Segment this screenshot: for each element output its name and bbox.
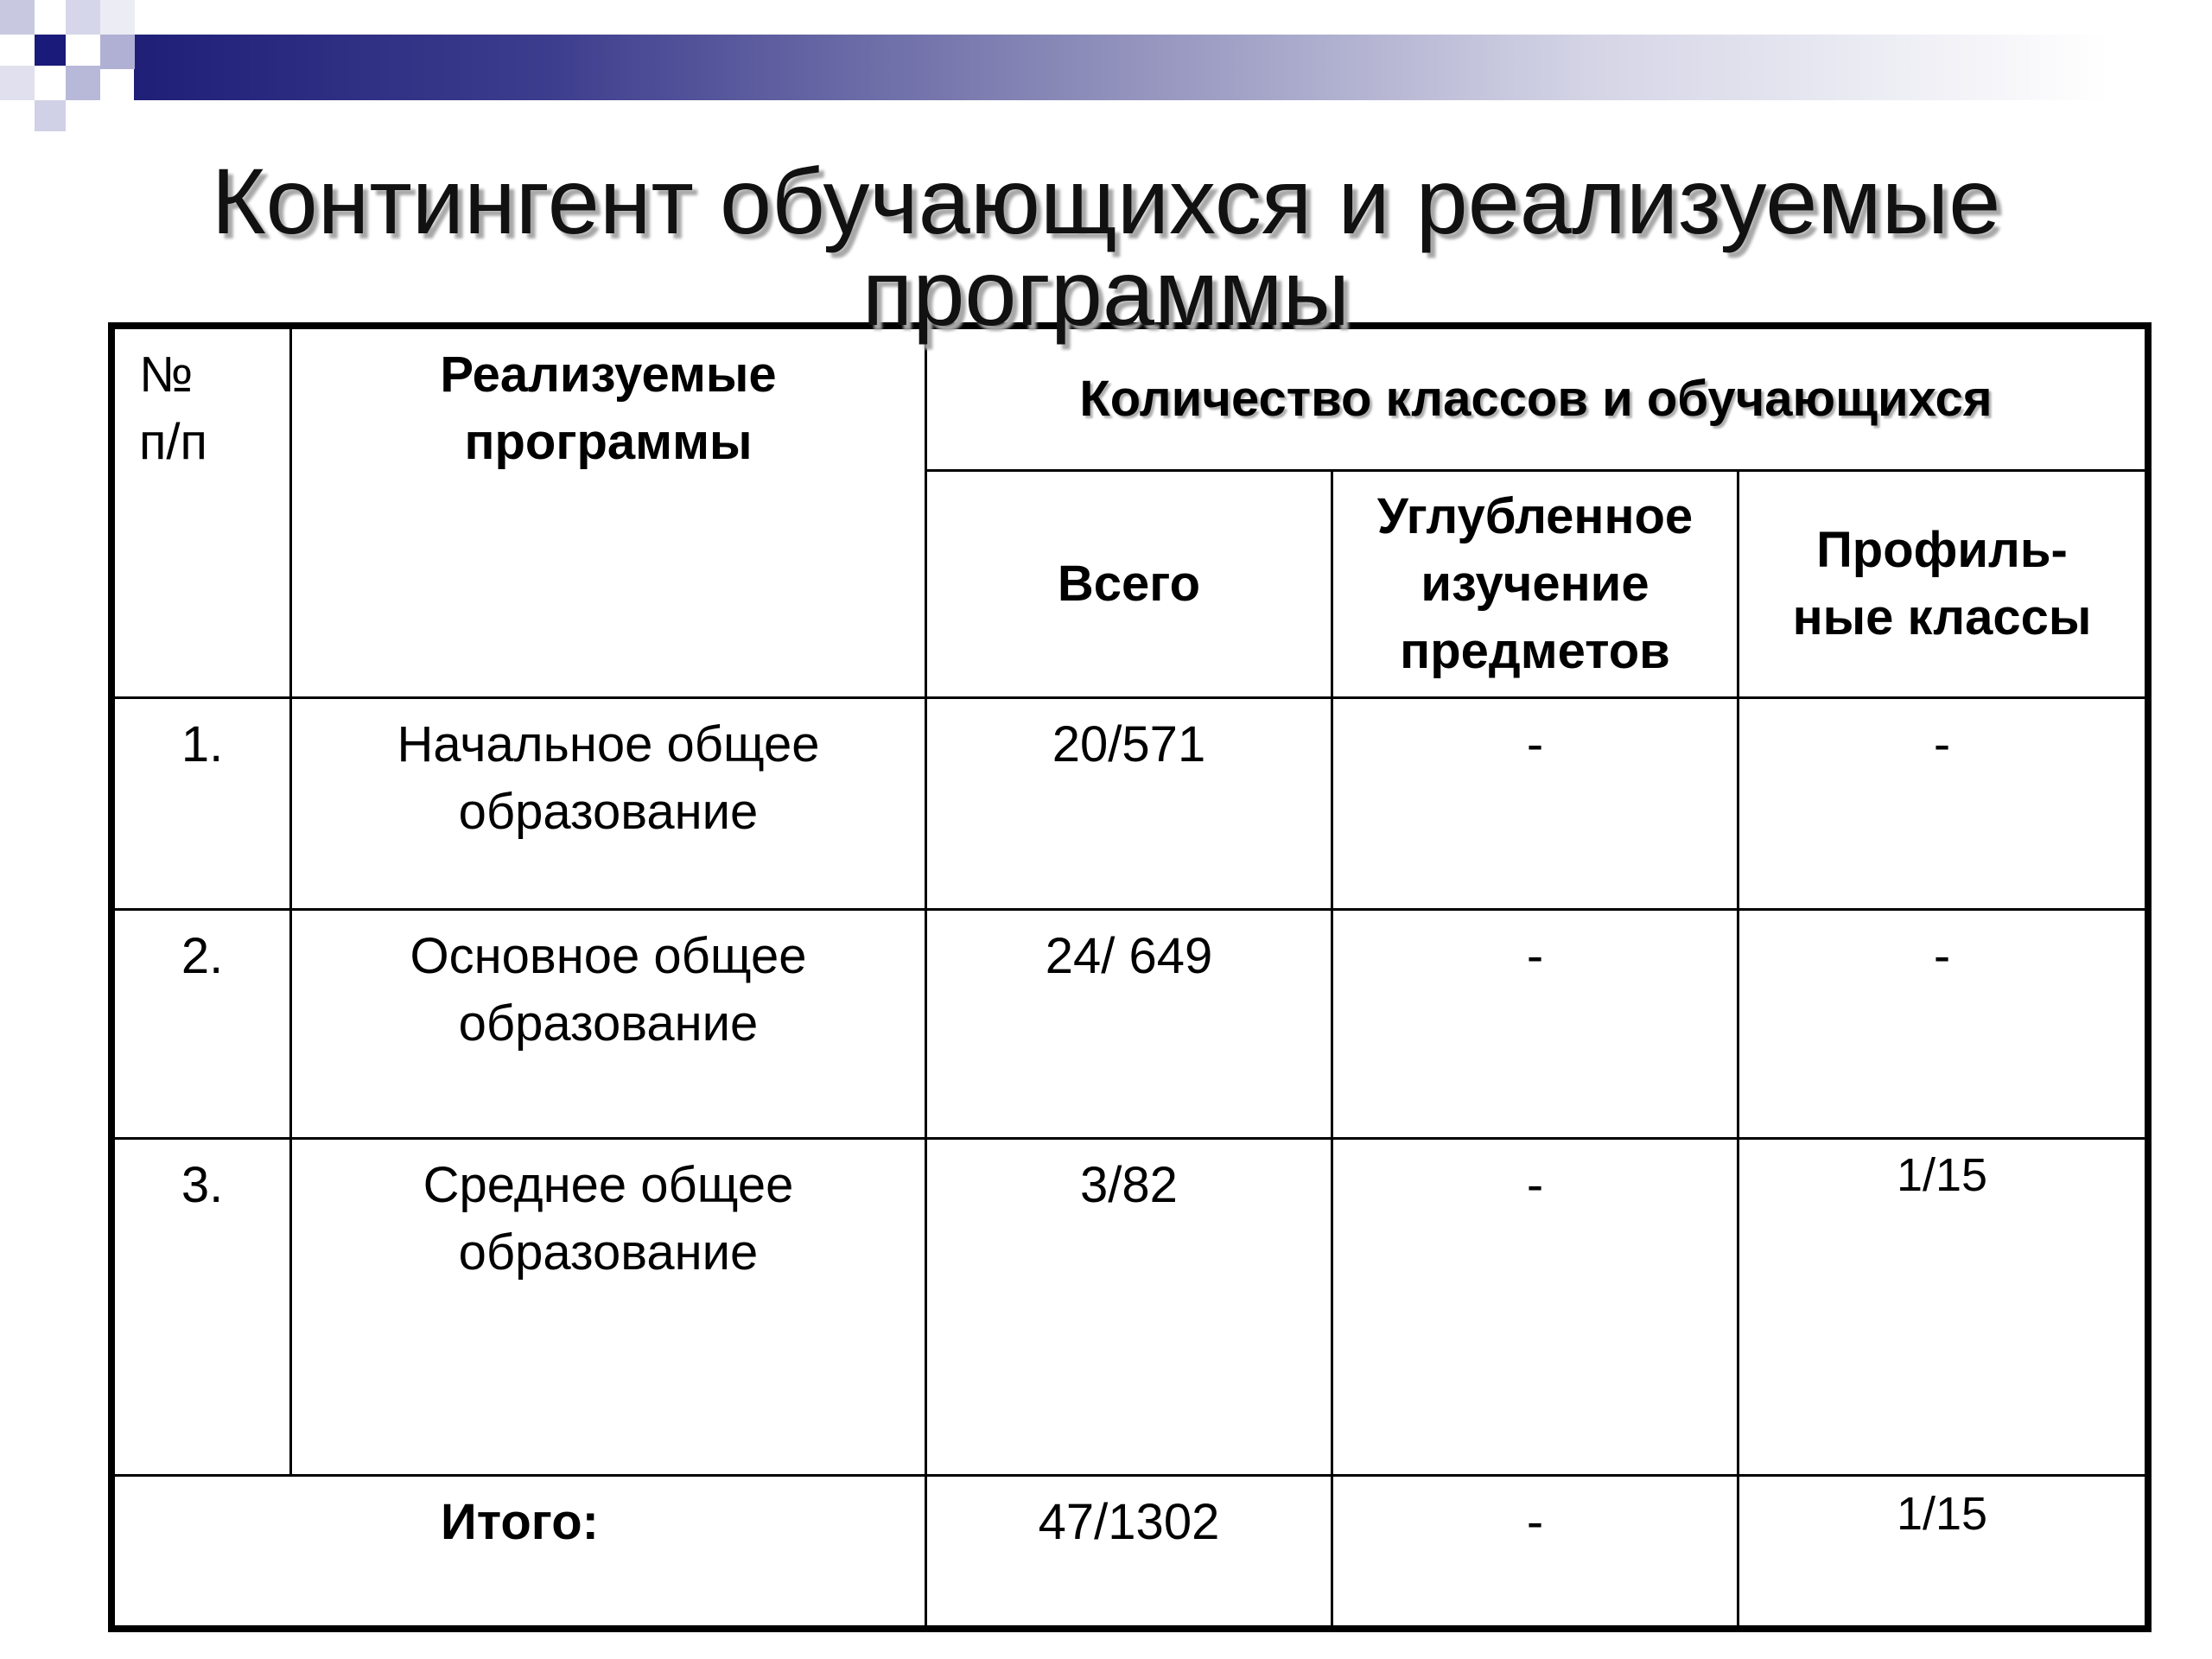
header-advanced-cell xyxy=(1332,471,1738,698)
header-advanced-line-3: предметов xyxy=(1400,623,1670,679)
table-row xyxy=(114,1139,2146,1476)
row-program-line-2: образование xyxy=(458,995,759,1052)
row-advanced-cell: - xyxy=(1332,910,1738,1139)
row-advanced-cell: - xyxy=(1332,698,1738,910)
summary-advanced-cell: - xyxy=(1332,1476,1738,1627)
row-num-cell: 2. xyxy=(114,910,291,1139)
header-profile-line-2: ные классы xyxy=(1792,589,2092,645)
row-program-cell xyxy=(291,698,926,910)
header-gradient-bar xyxy=(134,35,2212,100)
header-num-line-2: п/п xyxy=(139,414,207,470)
header-num-line-1: № xyxy=(139,346,194,403)
corner-square-decoration xyxy=(66,66,100,100)
slide-title xyxy=(0,149,2212,345)
header-profile-line-1: Профиль- xyxy=(1816,522,2068,578)
header-profile-cell xyxy=(1738,471,2146,698)
slide-title-line-1: Контингент обучающихся и реализуемые xyxy=(211,149,2001,253)
row-program-line-2: образование xyxy=(458,1224,759,1281)
corner-square-decoration xyxy=(35,100,66,131)
header-programs-line-2: программы xyxy=(464,414,753,470)
row-program-cell xyxy=(291,910,926,1139)
row-program-line-1: Начальное общее xyxy=(397,716,820,772)
row-total-cell: 3/82 xyxy=(926,1139,1332,1476)
corner-square-decoration xyxy=(100,35,135,69)
corner-square-decoration xyxy=(0,0,35,35)
corner-square-accent xyxy=(35,35,66,66)
header-count-group-cell: Количество классов и обучающихся xyxy=(926,328,2146,471)
summary-row xyxy=(114,1476,2146,1627)
row-profile-cell: 1/15 xyxy=(1738,1139,2146,1476)
header-programs-line-1: Реализуемые xyxy=(440,346,777,403)
summary-total-cell: 47/1302 xyxy=(926,1476,1332,1627)
header-total-cell: Всего xyxy=(926,471,1332,698)
summary-label-cell: Итого: xyxy=(114,1476,926,1627)
header-num-cell xyxy=(114,328,291,698)
row-program-line-1: Основное общее xyxy=(410,928,807,984)
row-program-cell xyxy=(291,1139,926,1476)
row-program-line-2: образование xyxy=(458,784,759,840)
row-profile-cell: - xyxy=(1738,910,2146,1139)
row-profile-cell: - xyxy=(1738,698,2146,910)
corner-square-decoration xyxy=(100,0,135,35)
row-num-cell: 3. xyxy=(114,1139,291,1476)
summary-profile-cell: 1/15 xyxy=(1738,1476,2146,1627)
corner-square-decoration xyxy=(66,0,100,35)
contingent-table xyxy=(112,327,2147,1628)
header-advanced-line-1: Углубленное xyxy=(1376,488,1694,544)
row-advanced-cell: - xyxy=(1332,1139,1738,1476)
row-program-line-1: Среднее общее xyxy=(423,1157,794,1213)
row-total-cell: 24/ 649 xyxy=(926,910,1332,1139)
table-row xyxy=(114,698,2146,910)
row-num-cell: 1. xyxy=(114,698,291,910)
table-row xyxy=(114,910,2146,1139)
slide-title-line-2: программы xyxy=(861,240,1351,345)
row-total-cell: 20/571 xyxy=(926,698,1332,910)
corner-square-decoration xyxy=(0,66,35,100)
header-row-1 xyxy=(114,328,2146,471)
header-advanced-line-2: изучение xyxy=(1421,556,1649,612)
header-programs-cell xyxy=(291,328,926,698)
